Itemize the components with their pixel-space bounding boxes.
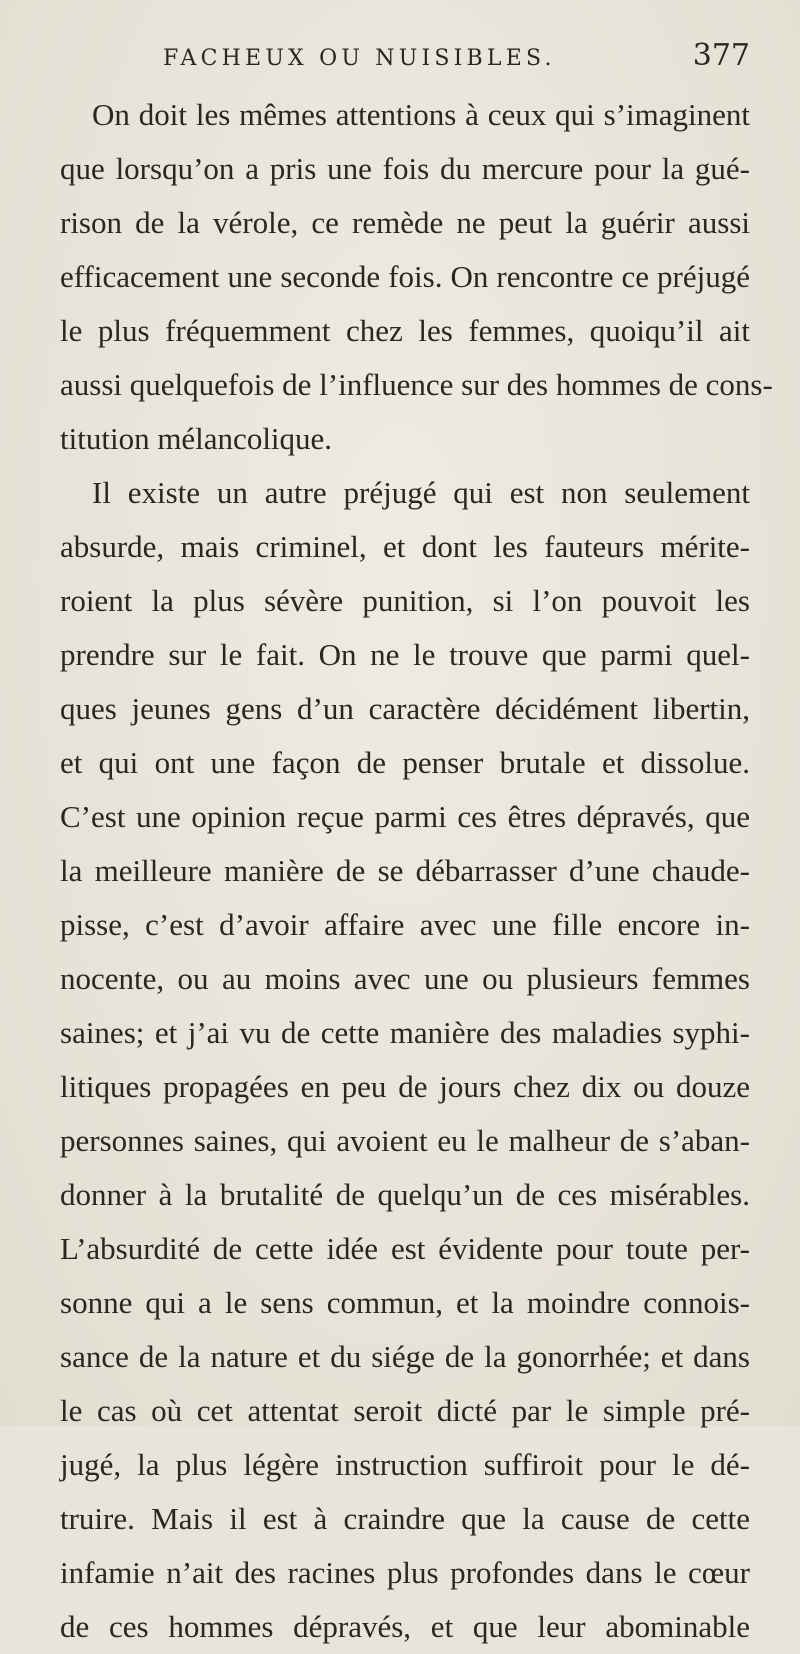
text-line: roient la plus sévère punition, si l’on pouvoit les (60, 583, 750, 618)
text-line: sonne qui a le sens commun, et la moindre connois- (60, 1285, 750, 1320)
text-line: le plus fréquemment chez les femmes, quoiqu’il ait (60, 313, 750, 348)
body-text (60, 88, 773, 1654)
page-header (60, 38, 750, 84)
text-line: efficacement une seconde fois. On rencontre ce préjugé (60, 259, 750, 294)
text-line: On doit les mêmes attentions à ceux qui s’imaginent (92, 97, 750, 132)
text-line: de ces hommes dépravés, et que leur abominable (60, 1609, 750, 1644)
text-line: litiques propagées en peu de jours chez dix ou douze (60, 1069, 750, 1104)
text-line: personnes saines, qui avoient eu le malheur de s’aban- (60, 1123, 750, 1158)
text-line: jugé, la plus légère instruction suffiroit pour le dé- (60, 1447, 750, 1482)
text-line: et qui ont une façon de penser brutale et dissolue. (60, 745, 750, 780)
text-line: pisse, c’est d’avoir affaire avec une fille encore in- (60, 907, 750, 942)
text-line: sance de la nature et du siége de la gonorrhée; et dans (60, 1339, 750, 1374)
page-number: 377 (692, 38, 750, 73)
text-line: rison de la vérole, ce remède ne peut la guérir aussi (60, 205, 750, 240)
text-line: titution mélancolique. (60, 421, 333, 456)
text-line: truire. Mais il est à craindre que la cause de cette (60, 1501, 750, 1536)
text-line: le cas où cet attentat seroit dicté par le simple pré- (60, 1393, 750, 1428)
text-line: Il existe un autre préjugé qui est non seulement (92, 475, 750, 510)
text-line: absurde, mais criminel, et dont les fauteurs mérite- (60, 529, 750, 564)
text-line: saines; et j’ai vu de cette manière des maladies syphi- (60, 1015, 750, 1050)
text-line: C’est une opinion reçue parmi ces êtres dépravés, que (60, 799, 750, 834)
text-line: ques jeunes gens d’un caractère décidément libertin, (60, 691, 750, 726)
running-head: FACHEUX OU NUISIBLES. (163, 46, 556, 71)
text-line: L’absurdité de cette idée est évidente pour toute per- (60, 1231, 750, 1266)
text-line: aussi quelquefois de l’influence sur des hommes de cons- (60, 367, 773, 402)
text-line: que lorsqu’on a pris une fois du mercure pour la gué- (60, 151, 750, 186)
text-line: prendre sur le fait. On ne le trouve que parmi quel- (60, 637, 750, 672)
text-line: la meilleure manière de se débarrasser d’une chaude- (60, 853, 750, 888)
text-line: infamie n’ait des racines plus profondes dans le cœur (60, 1555, 750, 1590)
text-line: nocente, ou au moins avec une ou plusieurs femmes (60, 961, 750, 996)
text-line: donner à la brutalité de quelqu’un de ces misérables. (60, 1177, 750, 1212)
